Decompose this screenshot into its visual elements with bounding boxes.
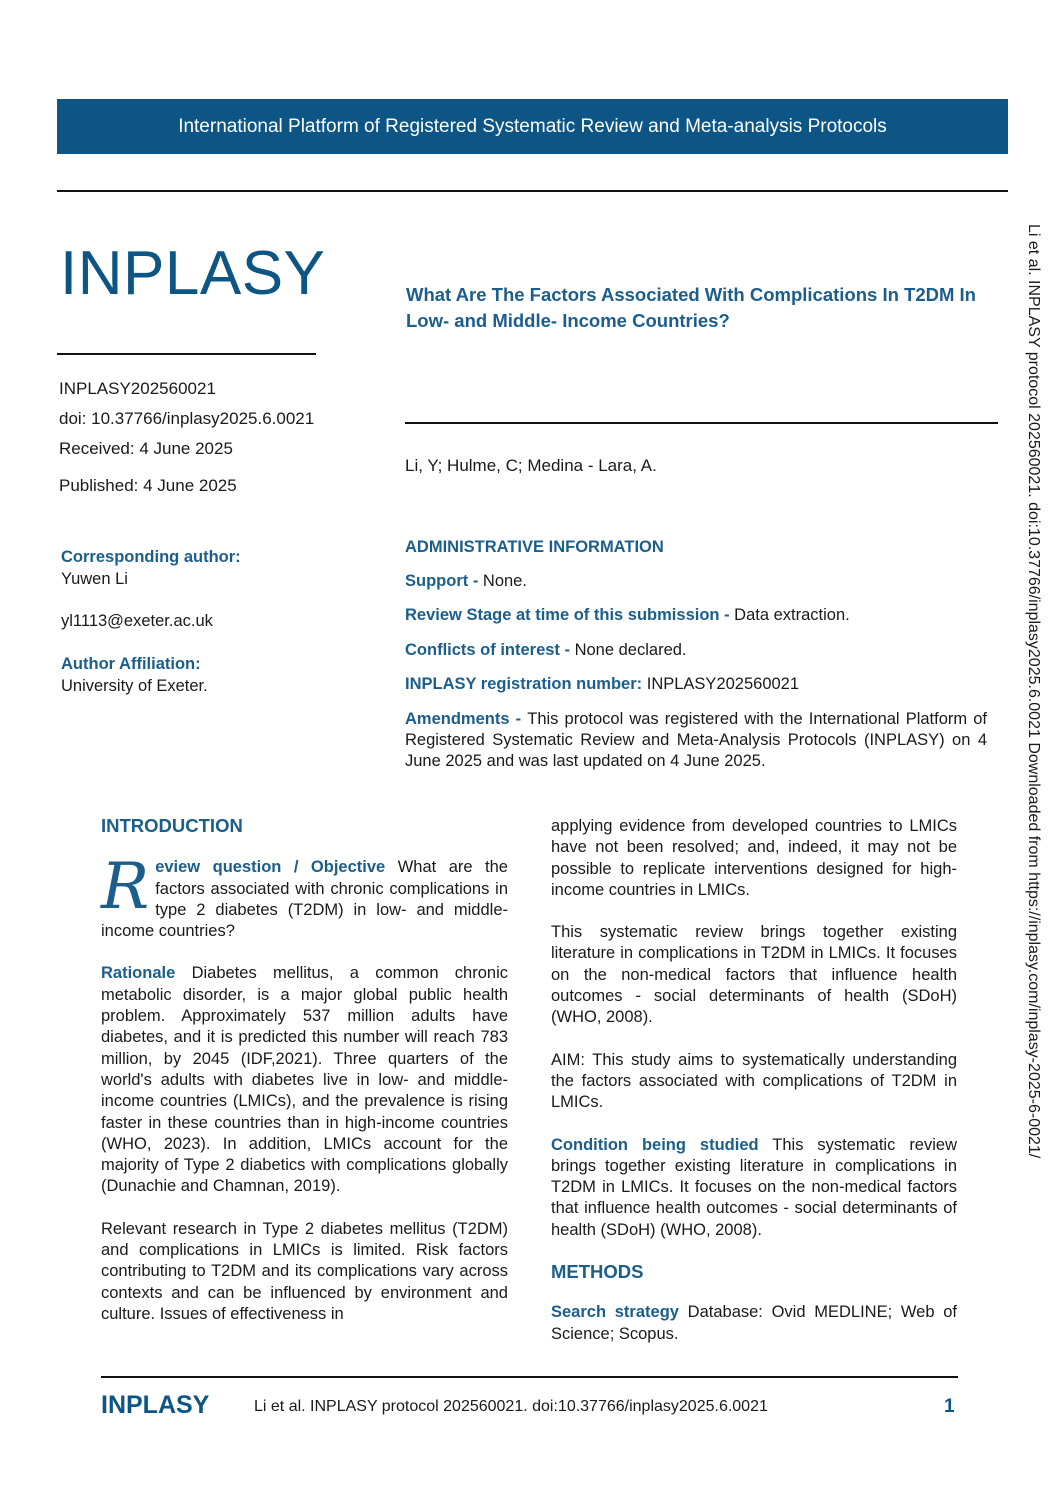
corresponding-author-name: Yuwen Li [61, 570, 128, 588]
amendments-paragraph [405, 709, 987, 772]
right-column [551, 816, 957, 1345]
review-question-paragraph [101, 850, 508, 942]
amendments-text: This protocol was registered with the International Platform of Registered Systematic Review and Meta-Analysis Protocols (INPLASY) on 4 June 2025 and was last updated on 4 June 2025. [405, 710, 988, 770]
review-scope-paragraph: This systematic review brings together existing literature in complications in T2DM in LMICs. It focuses on the non-medical factors that influence health outcomes - social determinants of health (SDoH) (WHO, 2008). [551, 923, 957, 1027]
drop-cap: R [101, 850, 150, 925]
condition-text: This systematic review brings together existing literature in complications in T2DM in LMICs. It focuses on the non-medical factors that influence health outcomes - social determinants of health (SDoH) (WHO, 2008). [551, 1135, 957, 1239]
evidence-paragraph: applying evidence from developed countries to LMICs have not been resolved; and, indeed, it may not be possible to replicate interventions designed for high-income countries in LMICs. [551, 817, 957, 899]
search-strategy-paragraph [551, 1302, 957, 1345]
condition-label: Condition being studied [551, 1135, 759, 1154]
rationale-paragraph [101, 963, 508, 1197]
introduction-heading: INTRODUCTION [101, 815, 243, 836]
page-title: What Are The Factors Associated With Complications In T2DM In Low- and Middle- Income Countries? [406, 284, 976, 331]
amendments-label: Amendments - [405, 710, 528, 728]
top-divider [57, 190, 1008, 192]
footer-citation: Li et al. INPLASY protocol 202560021. doi:10.37766/inplasy2025.6.0021 [254, 1398, 768, 1415]
author-list: Li, Y; Hulme, C; Medina - Lara, A. [405, 456, 657, 475]
review-stage-label: Review Stage at time of this submission - [405, 606, 735, 624]
aim-paragraph: AIM: This study aims to systematically understanding the factors associated with complications of T2DM in LMICs. [551, 1050, 957, 1112]
admin-heading: ADMINISTRATIVE INFORMATION [405, 538, 664, 556]
review-stage-line [405, 606, 850, 625]
search-strategy-label: Search strategy [551, 1303, 679, 1322]
corresponding-author-label: Corresponding author: [61, 548, 241, 566]
review-stage-value: Data extraction. [734, 606, 850, 624]
research-gap-paragraph: Relevant research in Type 2 diabetes mellitus (T2DM) and complications in LMICs is limited. Risk factors contributing to T2DM and its complications vary across contexts and can be influenced by environment and culture. Issues of effectiveness in [101, 1219, 508, 1323]
support-label: Support - [405, 572, 483, 590]
published-date: Published: 4 June 2025 [59, 476, 237, 495]
review-question-text: What are the factors associated with chronic complications in type 2 diabetes (T2DM) in low- and middle- income countries? [101, 858, 508, 941]
corresponding-author-email[interactable]: yl1113@exeter.ac.uk [61, 612, 213, 630]
registration-id: INPLASY202560021 [59, 379, 216, 398]
rationale-label: Rationale [101, 964, 176, 983]
received-date: Received: 4 June 2025 [59, 439, 233, 458]
conflicts-value: None declared. [574, 641, 687, 659]
registration-number-label: INPLASY registration number: [405, 675, 647, 693]
conflicts-line [405, 641, 687, 660]
support-line [405, 572, 527, 591]
banner-text: International Platform of Registered Systematic Review and Meta-analysis Protocols [178, 115, 887, 137]
conflicts-label: Conflicts of interest - [405, 641, 575, 659]
methods-heading: METHODS [551, 1261, 644, 1283]
footer-divider [101, 1376, 958, 1378]
doi-text: doi: 10.37766/inplasy2025.6.0021 [59, 409, 315, 428]
logo-underline [57, 353, 316, 355]
affiliation-label: Author Affiliation: [61, 655, 201, 673]
search-strategy-text: Database: Ovid MEDLINE; Web of Science; Scopus. [551, 1303, 957, 1343]
title-underline [405, 422, 998, 424]
condition-paragraph [551, 1135, 957, 1241]
header-banner [57, 99, 1008, 154]
page-number: 1 [944, 1396, 955, 1417]
affiliation-value: University of Exeter. [61, 677, 208, 695]
registration-number-value: INPLASY202560021 [646, 675, 800, 693]
inplasy-logo: INPLASY [60, 239, 326, 308]
footer-logo: INPLASY [101, 1391, 210, 1419]
support-value: None. [482, 572, 527, 590]
rationale-text: Diabetes mellitus, a common chronic metabolic disorder, is a major global public health problem. Approximately 537 million adults have diabetes, and it is predicted this number will reach 783 million, by 2045 (IDF,2021). Three quarters of the world's adults with diabetes live in low- and middle-income countries (LMICs), and the prevalence is rising faster in these countries than in high-income countries (WHO, 2023). In addition, LMICs account for the majority of Type 2 diabetics with complications globally (Dunachie and Chamnan, 2019). [101, 964, 508, 1196]
vertical-citation[interactable]: Li et al. INPLASY protocol 202560021. doi:10.37766/inplasy2025.6.0021 Downloaded from https://inplasy.com/inplasy-2025-6-0021/ [1025, 224, 1042, 1159]
review-question-label: eview question / Objective [155, 858, 386, 877]
left-column [101, 815, 508, 1325]
registration-number-line [405, 675, 799, 694]
